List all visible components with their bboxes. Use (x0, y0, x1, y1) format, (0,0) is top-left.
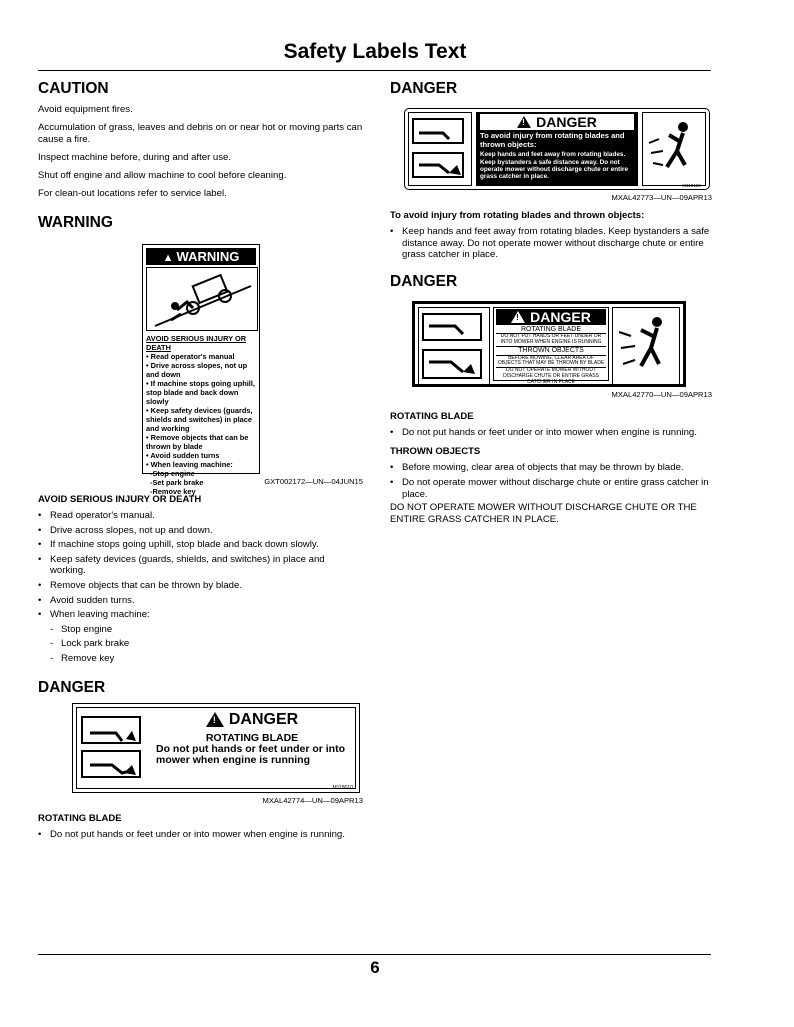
list-subitem: - Stop engine (50, 624, 363, 636)
danger-label-line1: ROTATING BLADE (205, 731, 299, 744)
danger-label-t3: DO NOT OPERATE MOWER WITHOUT DISCHARGE CHUTE OR ENTIRE GRASS CATCHER IN PLACE (496, 367, 606, 385)
right-column (390, 80, 712, 531)
danger-caption: MXAL42773—UN—09APR13 (611, 193, 712, 202)
danger-label-text: To avoid injury from rotating blades and thrown objects: (480, 131, 625, 149)
danger-caption: MXAL42770—UN—09APR13 (611, 389, 712, 399)
list-item: • If machine stops going uphill, stop blade and back down slowly. (38, 539, 363, 551)
danger-label-code: M118010 (332, 784, 353, 791)
list-item: • When leaving machine: (38, 609, 363, 621)
list-item: • Keep safety devices (guards, shields, and switches) in place and working. (38, 554, 363, 577)
list-item: • Remove objects that can be thrown by blade. (38, 580, 363, 592)
top-rule (38, 70, 711, 71)
list-item: • Do not operate mower without discharge chute or entire grass catcher in place. (390, 477, 712, 500)
warning-label-image (142, 244, 260, 496)
caution-para: For clean-out locations refer to service label. (38, 188, 227, 199)
caution-para: Avoid equipment fires. (38, 104, 133, 115)
danger-heading: DANGER (390, 272, 458, 290)
blade-hand-foot-pictogram (80, 711, 146, 783)
danger-label-title: ! DANGER (480, 114, 634, 130)
list-item: • Read operator's manual. (38, 510, 363, 522)
caution-heading: CAUTION (38, 80, 109, 97)
warning-label-text: AVOID SERIOUS INJURY OR DEATH • Read operator's manual • Drive across slopes, not up and down • If machine stops going uphill, stop blade and back down slowly • Keep safety devices (guards, shields and switches) in place and working • Remove objects that can be thrown by blade • Avoid sudden turns • When leaving machine: -Stop engine -Set park brake -Remove key (146, 334, 255, 496)
caution-para: Accumulation of grass, leaves and debris on or near hot or moving parts can cause a fire. (38, 122, 363, 145)
danger-closing-text: DO NOT OPERATE MOWER WITHOUT DISCHARGE CHUTE OR THE ENTIRE GRASS CATCHER IN PLACE. (390, 502, 697, 525)
danger-label-t2: BEFORE MOWING, CLEAR AREA OF OBJECTS THAT MAY BE THROWN BY BLADE (497, 354, 605, 367)
thrown-objects-pictogram (612, 307, 680, 385)
danger-caption: MXAL42774—UN—09APR13 (262, 795, 363, 805)
danger-list (390, 427, 712, 439)
danger-list (390, 226, 712, 261)
danger-label-title: ! DANGER (152, 711, 352, 729)
list-item: • Avoid sudden turns. (38, 595, 363, 607)
page-number: 6 (370, 958, 380, 977)
list-item: • Do not put hands or feet under or into mower when engine is running. (38, 829, 363, 841)
warning-subheading: AVOID SERIOUS INJURY OR DEATH (38, 494, 202, 505)
page-title: Safety Labels Text (283, 40, 467, 63)
warning-heading: WARNING (38, 214, 113, 231)
danger-label-code: M118128 (682, 183, 701, 188)
danger-list (390, 462, 712, 500)
danger-subheading: To avoid injury from rotating blades and thrown objects: (390, 210, 645, 221)
danger-subheading: ROTATING BLADE (38, 812, 122, 824)
danger-subheading: ROTATING BLADE (390, 410, 474, 422)
danger-label-title: ! DANGER (496, 309, 606, 325)
danger-label-h2: THROWN OBJECTS (496, 346, 606, 356)
list-subitem: - Remove key (50, 653, 363, 665)
caution-para: Inspect machine before, during and after use. (38, 152, 232, 163)
danger-heading: DANGER (38, 678, 106, 696)
left-column (38, 80, 363, 846)
danger-label-body: Keep hands and feet away from rotating blades. Keep bystanders a safe distance away. Do not operate mower without discharge chute or entire grass catcher in place. (480, 151, 629, 181)
thrown-objects-pictogram (642, 112, 706, 186)
tractor-slope-pictogram (146, 267, 258, 331)
list-item: • Before mowing, clear area of objects that may be thrown by blade. (390, 462, 712, 474)
danger-list (38, 829, 363, 841)
list-item: • Keep hands and feet away from rotating blades. Keep bystanders a safe distance away. Do not operate mower without discharge chute or entire grass catcher in place. (390, 226, 712, 261)
bottom-rule (38, 954, 711, 955)
warning-caption: GXT002172—UN—04JUN15 (264, 477, 363, 486)
warning-label-title: ▲ WARNING (146, 248, 256, 265)
danger-subheading: THROWN OBJECTS (390, 446, 481, 458)
list-subitem: - Lock park brake (50, 638, 363, 650)
blade-hand-foot-pictogram (418, 307, 490, 385)
warning-list (38, 510, 363, 665)
danger-heading: DANGER (390, 80, 458, 97)
list-item: • Do not put hands or feet under or into mower when engine is running. (390, 427, 712, 439)
danger-label-h1: ROTATING BLADE (496, 326, 606, 335)
danger-label-t1: DO NOT PUT HANDS OR FEET UNDER OR INTO MOWER WHEN ENGINE IS RUNNING (500, 333, 602, 346)
danger-label-line2: Do not put hands or feet under or into mower when engine is running (156, 742, 345, 766)
blade-hand-foot-pictogram (408, 112, 472, 186)
list-item: • Drive across slopes, not up and down. (38, 525, 363, 537)
danger-avoid-injury-label-image (404, 108, 710, 190)
danger-rotating-blade-label-image (72, 703, 360, 793)
danger-rotating-blade-thrown-objects-label-image (412, 301, 686, 387)
caution-para: Shut off engine and allow machine to cool before cleaning. (38, 170, 287, 181)
